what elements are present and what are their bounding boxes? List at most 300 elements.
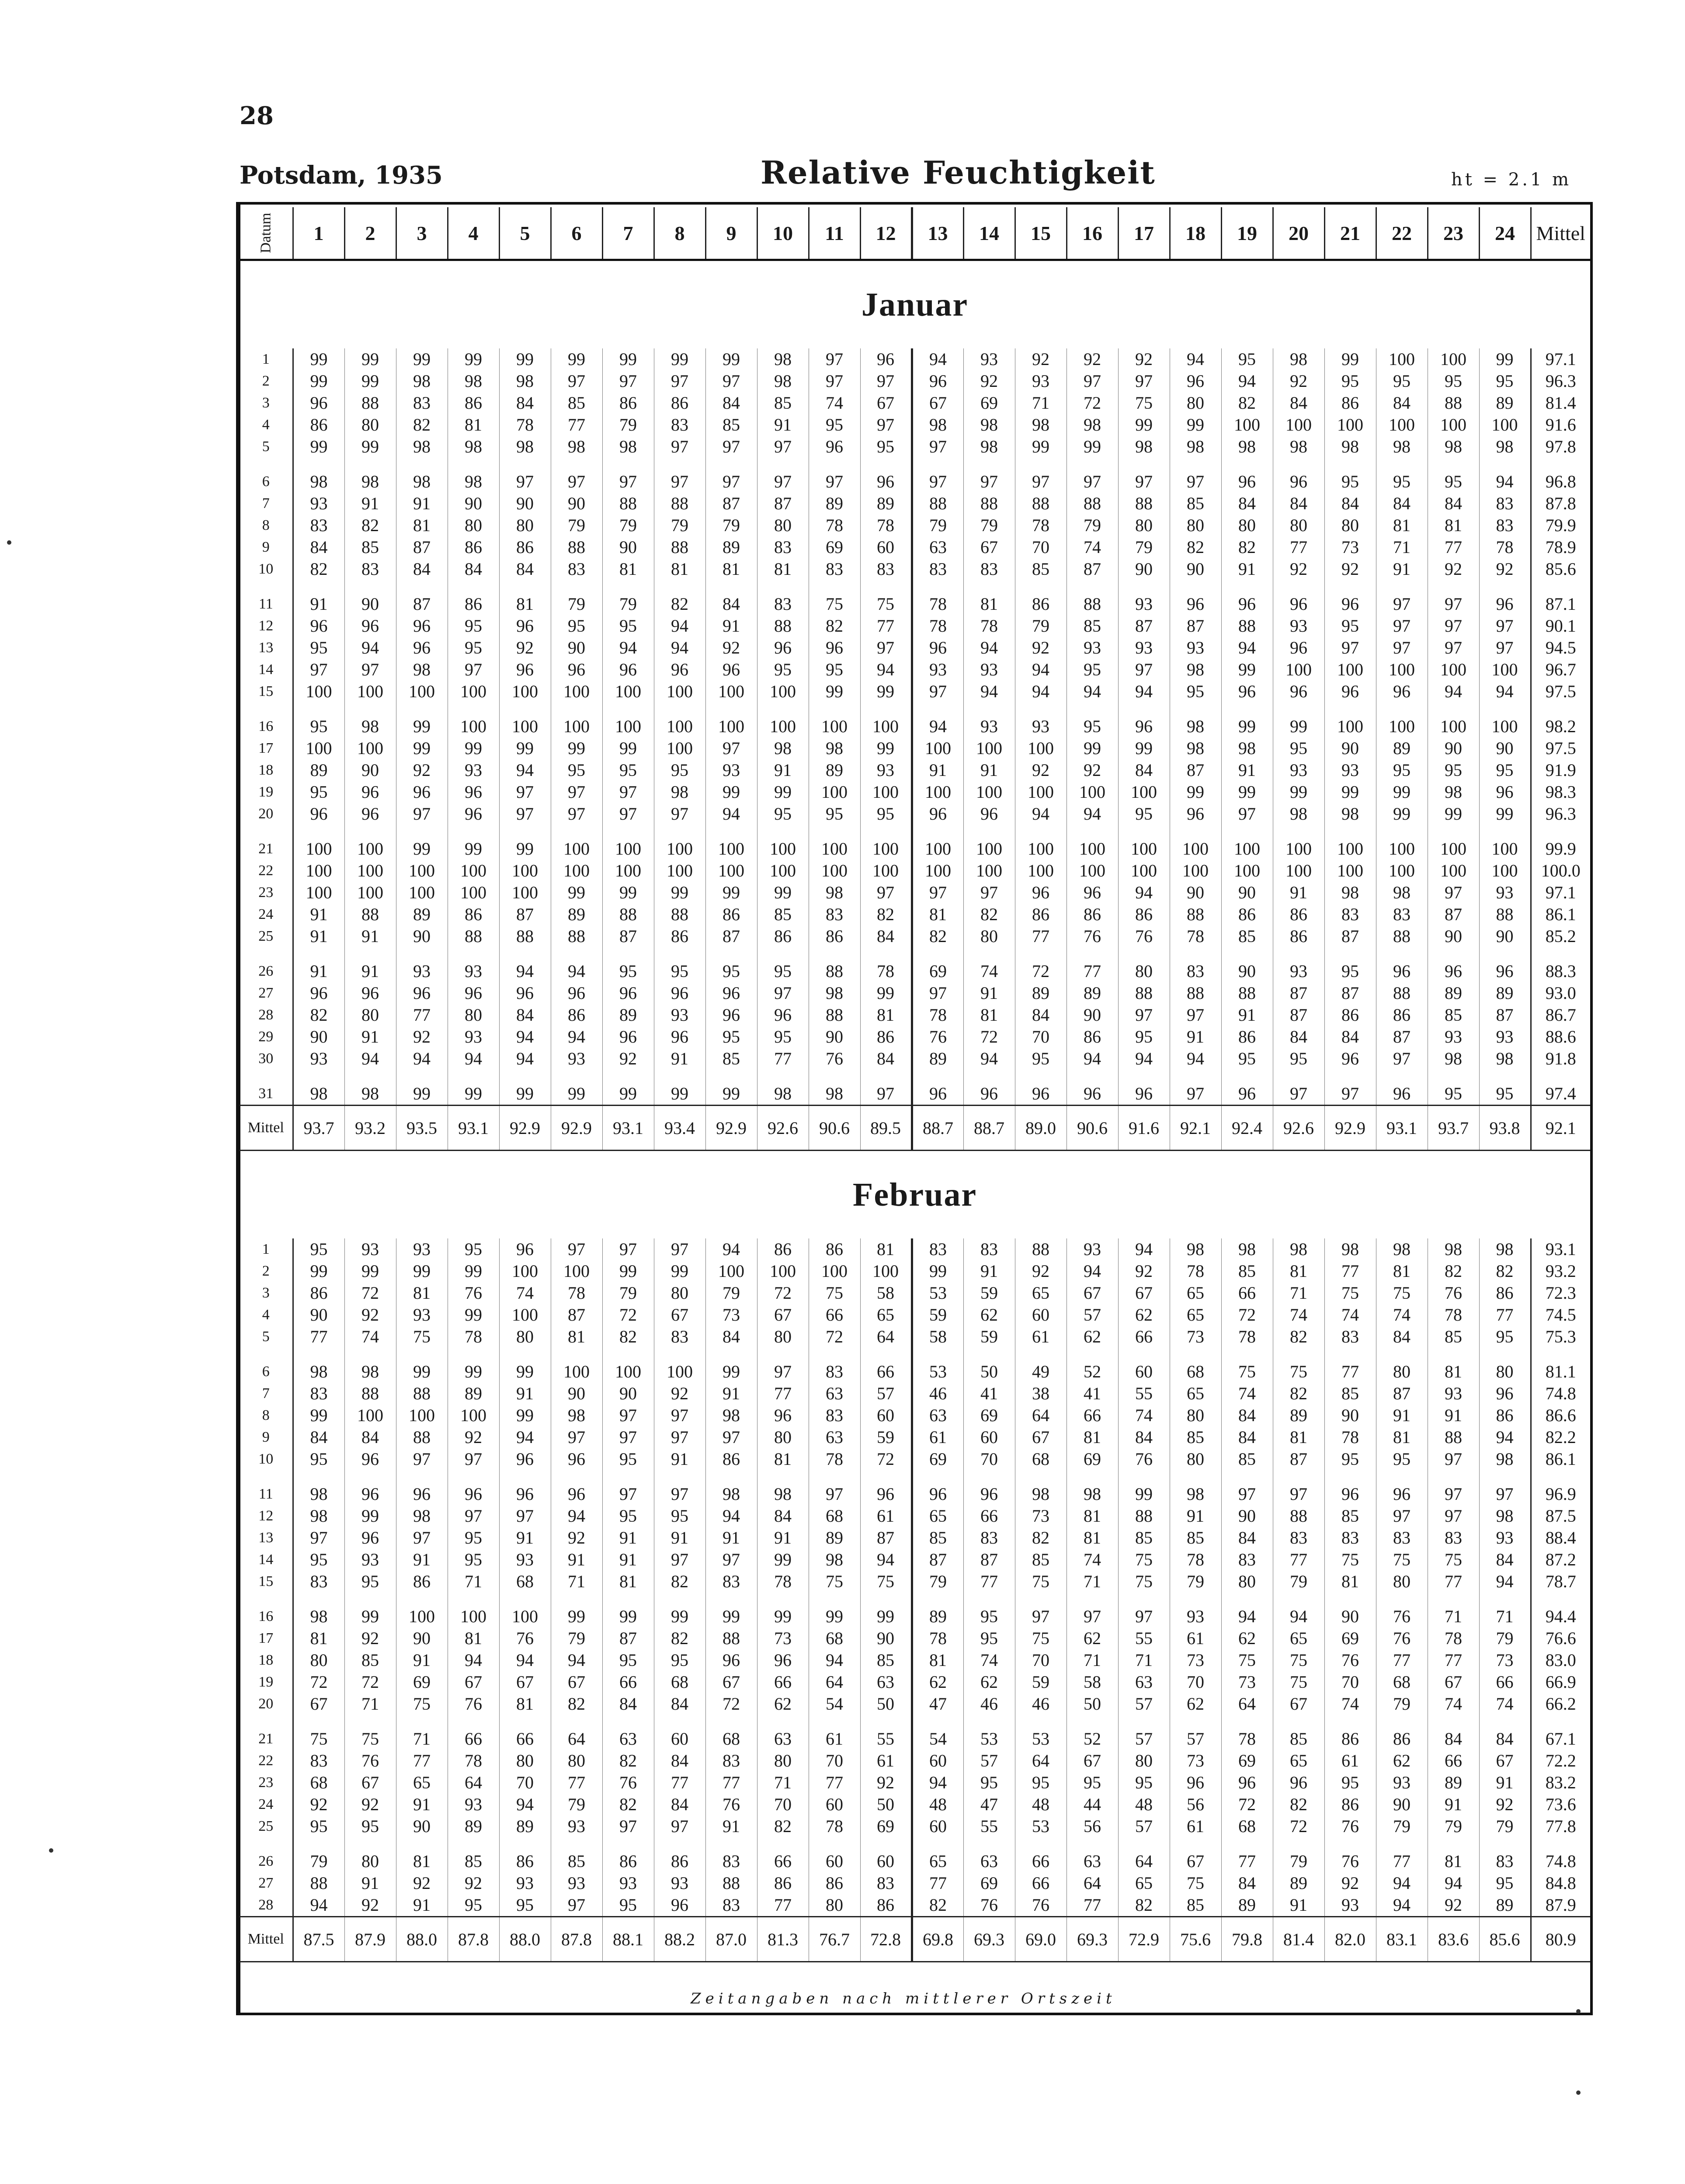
hourly-value: 69: [809, 536, 860, 558]
day-label: 25: [240, 1815, 293, 1837]
hour-column-header: 18: [1170, 207, 1221, 260]
hourly-value: 84: [757, 1505, 809, 1527]
hourly-value: 73: [1221, 1671, 1273, 1693]
hourly-value: 73: [1170, 1326, 1221, 1348]
table-row: [240, 1326, 1590, 1348]
hourly-value: 91: [551, 1549, 602, 1571]
hourly-value: 93: [1479, 1026, 1531, 1048]
hourly-value: 68: [1170, 1361, 1221, 1383]
table-row: [240, 860, 1590, 882]
hourly-value: 97: [602, 1238, 654, 1260]
hourly-value: 99: [602, 737, 654, 759]
day-label: 16: [240, 716, 293, 737]
hourly-value: 83: [809, 1361, 860, 1383]
daily-mean: 74.8: [1531, 1383, 1590, 1405]
hourly-value: 81: [499, 593, 551, 615]
hourly-value: 92: [1324, 1872, 1376, 1894]
hourly-value: 97: [1324, 637, 1376, 659]
hourly-value: 88: [757, 615, 809, 637]
day-label: 27: [240, 982, 293, 1004]
hourly-value: 88: [396, 1426, 448, 1448]
hourly-value: 74: [1067, 536, 1118, 558]
hourly-value: 83: [1428, 1527, 1479, 1549]
table-row: [240, 436, 1590, 458]
hourly-value: 96: [654, 1026, 705, 1048]
hourly-value: 91: [963, 1260, 1015, 1282]
hourly-value: 99: [499, 838, 551, 860]
hourly-value: 69: [1067, 1448, 1118, 1470]
monthly-mean-row: [240, 1917, 1590, 1962]
hourly-value: 97: [912, 982, 963, 1004]
hourly-value: 98: [551, 1405, 602, 1426]
hourly-value: 63: [809, 1383, 860, 1405]
hourly-value: 95: [293, 1448, 344, 1470]
hourly-value: 85: [551, 392, 602, 414]
hourly-value: 95: [448, 1549, 499, 1571]
hourly-value: 96: [1273, 471, 1324, 493]
hourly-value: 78: [809, 1448, 860, 1470]
hourly-value: 95: [1324, 471, 1376, 493]
hourly-value: 99: [396, 1260, 448, 1282]
hourly-value: 98: [1118, 436, 1170, 458]
hourly-value: 85: [1170, 1426, 1221, 1448]
hourly-value: 93: [1067, 1238, 1118, 1260]
hourly-value: 97: [1221, 803, 1273, 825]
table-row: [240, 716, 1590, 737]
hourly-value: 83: [705, 1850, 757, 1872]
hourly-value: 93: [963, 716, 1015, 737]
hourly-value: 85: [344, 536, 396, 558]
hourly-value: 95: [1428, 759, 1479, 781]
hourly-value: 85: [1170, 1894, 1221, 1917]
hourly-value: 63: [757, 1728, 809, 1750]
hourly-value: 95: [293, 1549, 344, 1571]
hourly-value: 96: [396, 1483, 448, 1505]
hourly-value: 97: [602, 803, 654, 825]
hourly-value: 61: [860, 1750, 912, 1772]
hourly-value: 100: [963, 737, 1015, 759]
daily-mean: 100.0: [1531, 860, 1590, 882]
hourly-value: 96: [499, 982, 551, 1004]
daily-mean: 86.1: [1531, 904, 1590, 925]
hourly-value: 96: [551, 1448, 602, 1470]
hourly-value: 94: [1067, 803, 1118, 825]
hourly-value: 74: [1118, 1405, 1170, 1426]
hourly-value: 77: [1067, 1894, 1118, 1917]
hourly-value: 88: [1170, 904, 1221, 925]
hourly-value: 89: [1479, 982, 1531, 1004]
hourly-value: 70: [499, 1772, 551, 1794]
hourly-value: 53: [1015, 1815, 1067, 1837]
daily-mean: 72.2: [1531, 1750, 1590, 1772]
hourly-value: 73: [1324, 536, 1376, 558]
hourly-value: 97: [1273, 1483, 1324, 1505]
hourly-value: 59: [963, 1282, 1015, 1304]
hourly-value: 94: [1067, 681, 1118, 702]
hourly-value: 88: [1118, 493, 1170, 515]
hourly-value: 70: [1015, 1649, 1067, 1671]
hourly-value: 97: [654, 1815, 705, 1837]
hourly-value: 62: [1376, 1750, 1428, 1772]
table-row: [240, 803, 1590, 825]
hourly-value: 93: [1170, 1606, 1221, 1628]
hourly-value: 81: [448, 1628, 499, 1649]
hourly-value: 98: [1221, 436, 1273, 458]
hourly-value: 72: [705, 1693, 757, 1715]
hourly-value: 93: [293, 1048, 344, 1070]
hourly-value: 97: [1067, 1606, 1118, 1628]
daily-mean: 91.6: [1531, 414, 1590, 436]
monthly-mean-total: 92.1: [1531, 1106, 1590, 1151]
hourly-value: 66: [757, 1850, 809, 1872]
group-spacer: [240, 458, 1590, 471]
hourly-value: 87: [705, 493, 757, 515]
hourly-value: 98: [293, 1083, 344, 1106]
hourly-value: 100: [705, 716, 757, 737]
day-label: 7: [240, 1383, 293, 1405]
hourly-mean: 88.7: [963, 1106, 1015, 1151]
day-label: 12: [240, 1505, 293, 1527]
hourly-value: 94: [1479, 1571, 1531, 1593]
hourly-mean: 93.1: [448, 1106, 499, 1151]
hour-column-header: 12: [860, 207, 912, 260]
hourly-value: 80: [344, 1004, 396, 1026]
hourly-value: 87: [1324, 925, 1376, 947]
hourly-value: 66: [860, 1361, 912, 1383]
hourly-value: 89: [809, 759, 860, 781]
hourly-value: 94: [551, 1026, 602, 1048]
hourly-value: 69: [912, 960, 963, 982]
hourly-value: 81: [602, 1571, 654, 1593]
hourly-value: 83: [1324, 1527, 1376, 1549]
hourly-value: 95: [1067, 659, 1118, 681]
hourly-value: 89: [1273, 1872, 1324, 1894]
hourly-value: 95: [293, 1238, 344, 1260]
hourly-value: 100: [551, 838, 602, 860]
hourly-value: 82: [602, 1750, 654, 1772]
hourly-value: 97: [551, 471, 602, 493]
hourly-value: 72: [860, 1448, 912, 1470]
hourly-value: 88: [1273, 1505, 1324, 1527]
hourly-value: 73: [705, 1304, 757, 1326]
hourly-value: 68: [809, 1628, 860, 1649]
hourly-value: 63: [963, 1850, 1015, 1872]
hourly-value: 99: [1015, 436, 1067, 458]
hourly-value: 90: [1376, 1794, 1428, 1815]
hourly-value: 77: [809, 1772, 860, 1794]
day-label: 19: [240, 781, 293, 803]
hourly-value: 82: [1221, 392, 1273, 414]
hourly-value: 98: [396, 659, 448, 681]
hourly-value: 65: [860, 1304, 912, 1326]
hourly-value: 99: [396, 1083, 448, 1106]
hourly-value: 92: [1067, 348, 1118, 370]
hourly-value: 88: [1376, 982, 1428, 1004]
hourly-value: 86: [1221, 1026, 1273, 1048]
hourly-value: 96: [448, 781, 499, 803]
hourly-value: 97: [551, 781, 602, 803]
hourly-value: 88: [1067, 493, 1118, 515]
table-row: [240, 759, 1590, 781]
hourly-value: 82: [860, 904, 912, 925]
hourly-value: 97: [809, 1483, 860, 1505]
hourly-value: 97: [602, 1426, 654, 1448]
table-row: [240, 1004, 1590, 1026]
hourly-mean: 93.1: [602, 1106, 654, 1151]
hourly-value: 79: [963, 515, 1015, 536]
hourly-value: 91: [1221, 759, 1273, 781]
hourly-value: 88: [293, 1872, 344, 1894]
hourly-value: 84: [396, 558, 448, 580]
hourly-value: 84: [1118, 759, 1170, 781]
hourly-value: 96: [1015, 1083, 1067, 1106]
hourly-value: 97: [602, 471, 654, 493]
hourly-value: 60: [860, 1850, 912, 1872]
hourly-value: 70: [1170, 1671, 1221, 1693]
hourly-mean: 72.8: [860, 1917, 912, 1962]
hourly-value: 85: [1428, 1326, 1479, 1348]
hourly-value: 88: [396, 1383, 448, 1405]
hourly-value: 87: [396, 536, 448, 558]
mean-row-label: Mittel: [240, 1917, 293, 1962]
hourly-value: 99: [396, 348, 448, 370]
hourly-value: 80: [757, 1326, 809, 1348]
hourly-value: 78: [1221, 1728, 1273, 1750]
hourly-value: 69: [396, 1671, 448, 1693]
hourly-value: 86: [705, 1448, 757, 1470]
hourly-value: 99: [654, 1083, 705, 1106]
hourly-value: 94: [654, 615, 705, 637]
daily-mean: 74.5: [1531, 1304, 1590, 1326]
hourly-value: 90: [551, 637, 602, 659]
hourly-value: 91: [1170, 1026, 1221, 1048]
hourly-value: 99: [448, 1260, 499, 1282]
hourly-value: 92: [963, 370, 1015, 392]
hourly-value: 94: [396, 1048, 448, 1070]
hourly-mean: 92.6: [757, 1106, 809, 1151]
hourly-value: 97: [1118, 471, 1170, 493]
hourly-value: 93: [344, 1549, 396, 1571]
hourly-value: 100: [396, 882, 448, 904]
hourly-value: 100: [344, 681, 396, 702]
hourly-value: 96: [860, 348, 912, 370]
hourly-value: 96: [499, 1483, 551, 1505]
hourly-value: 91: [344, 493, 396, 515]
hourly-value: 99: [344, 370, 396, 392]
hourly-value: 100: [499, 1304, 551, 1326]
hourly-value: 98: [293, 1483, 344, 1505]
table-row: [240, 1083, 1590, 1106]
hourly-value: 95: [1428, 1083, 1479, 1106]
hourly-value: 92: [1273, 370, 1324, 392]
hourly-value: 96: [344, 982, 396, 1004]
hourly-value: 84: [344, 1426, 396, 1448]
hourly-value: 100: [1170, 838, 1221, 860]
hourly-value: 100: [602, 681, 654, 702]
hourly-value: 99: [1376, 781, 1428, 803]
daily-mean: 97.4: [1531, 1083, 1590, 1106]
hourly-value: 93: [963, 659, 1015, 681]
table-row: [240, 781, 1590, 803]
table-row: [240, 1571, 1590, 1593]
hourly-value: 99: [705, 882, 757, 904]
hourly-value: 87: [1273, 1448, 1324, 1470]
hourly-value: 88: [1479, 904, 1531, 925]
hourly-value: 86: [757, 1872, 809, 1894]
daily-mean: 87.9: [1531, 1894, 1590, 1917]
hourly-value: 97: [654, 1483, 705, 1505]
hourly-value: 93: [602, 1872, 654, 1894]
hourly-value: 78: [912, 1004, 963, 1026]
hourly-value: 84: [1479, 1549, 1531, 1571]
hourly-value: 64: [1118, 1850, 1170, 1872]
daily-mean: 96.3: [1531, 370, 1590, 392]
hourly-value: 99: [448, 1361, 499, 1383]
hourly-value: 87: [963, 1549, 1015, 1571]
hourly-value: 96: [293, 803, 344, 825]
hourly-value: 100: [1273, 659, 1324, 681]
hour-column-header: 2: [344, 207, 396, 260]
hourly-value: 71: [757, 1772, 809, 1794]
hourly-value: 93: [963, 348, 1015, 370]
hourly-value: 83: [963, 558, 1015, 580]
hourly-value: 78: [1170, 1549, 1221, 1571]
hourly-value: 70: [757, 1794, 809, 1815]
day-label: 16: [240, 1606, 293, 1628]
hourly-value: 92: [1273, 558, 1324, 580]
hourly-value: 97: [551, 1894, 602, 1917]
hourly-value: 80: [654, 1282, 705, 1304]
hourly-value: 91: [963, 759, 1015, 781]
hourly-value: 96: [1376, 1083, 1428, 1106]
hourly-value: 67: [1067, 1750, 1118, 1772]
hourly-value: 88: [499, 925, 551, 947]
daily-mean: 96.7: [1531, 659, 1590, 681]
hourly-value: 93: [654, 1872, 705, 1894]
table-row: [240, 392, 1590, 414]
hourly-value: 95: [1273, 737, 1324, 759]
hourly-value: 91: [1428, 1405, 1479, 1426]
hourly-value: 87: [1324, 982, 1376, 1004]
hourly-value: 84: [1221, 1405, 1273, 1426]
hourly-value: 67: [448, 1671, 499, 1693]
hourly-value: 100: [499, 1606, 551, 1628]
hourly-value: 82: [912, 1894, 963, 1917]
hourly-value: 78: [809, 515, 860, 536]
hourly-value: 86: [809, 1872, 860, 1894]
hourly-value: 93: [1118, 637, 1170, 659]
hourly-value: 98: [396, 1505, 448, 1527]
hourly-value: 65: [1118, 1872, 1170, 1894]
hourly-value: 100: [448, 1405, 499, 1426]
hourly-value: 80: [344, 414, 396, 436]
hourly-value: 53: [912, 1361, 963, 1383]
hourly-value: 99: [705, 1361, 757, 1383]
daily-mean: 90.1: [1531, 615, 1590, 637]
hourly-value: 95: [448, 1527, 499, 1549]
hourly-value: 91: [1221, 1004, 1273, 1026]
hourly-value: 92: [1015, 1260, 1067, 1282]
hourly-value: 73: [1170, 1750, 1221, 1772]
hourly-value: 88: [344, 904, 396, 925]
hourly-value: 96: [499, 1238, 551, 1260]
hourly-value: 97: [448, 1448, 499, 1470]
hourly-value: 100: [1015, 860, 1067, 882]
hourly-value: 93: [1428, 1026, 1479, 1048]
hourly-value: 88: [344, 392, 396, 414]
hourly-value: 41: [1067, 1383, 1118, 1405]
hourly-value: 81: [912, 904, 963, 925]
hourly-value: 97: [1015, 1606, 1067, 1628]
hourly-value: 97: [1428, 637, 1479, 659]
day-label: 10: [240, 558, 293, 580]
daily-mean: 98.2: [1531, 716, 1590, 737]
hourly-value: 94: [705, 1238, 757, 1260]
hourly-value: 81: [1428, 1361, 1479, 1383]
hourly-value: 100: [551, 1361, 602, 1383]
hourly-value: 94: [1479, 1426, 1531, 1448]
hourly-value: 83: [809, 558, 860, 580]
hourly-value: 76: [448, 1693, 499, 1715]
hourly-value: 93: [1273, 759, 1324, 781]
hourly-value: 96: [551, 659, 602, 681]
hourly-value: 84: [860, 925, 912, 947]
hourly-value: 96: [1324, 681, 1376, 702]
hourly-value: 94: [1273, 1606, 1324, 1628]
hourly-value: 96: [448, 803, 499, 825]
hourly-value: 81: [1376, 1260, 1428, 1282]
hourly-value: 95: [293, 1815, 344, 1837]
hourly-value: 84: [1479, 1728, 1531, 1750]
day-label: 15: [240, 681, 293, 702]
day-label: 12: [240, 615, 293, 637]
hourly-value: 91: [344, 1872, 396, 1894]
day-label: 14: [240, 1549, 293, 1571]
hourly-value: 91: [1376, 558, 1428, 580]
hourly-value: 94: [1015, 803, 1067, 825]
hourly-value: 85: [1221, 1448, 1273, 1470]
hourly-value: 96: [1170, 370, 1221, 392]
hourly-value: 76: [963, 1894, 1015, 1917]
hourly-value: 85: [1067, 615, 1118, 637]
hour-column-header: 6: [551, 207, 602, 260]
hourly-value: 66: [809, 1304, 860, 1326]
hourly-value: 93: [1170, 637, 1221, 659]
hourly-value: 94: [344, 1048, 396, 1070]
hourly-value: 68: [1221, 1815, 1273, 1837]
hourly-value: 81: [963, 1004, 1015, 1026]
hourly-value: 91: [293, 904, 344, 925]
hourly-mean: 75.6: [1170, 1917, 1221, 1962]
hourly-value: 61: [1015, 1326, 1067, 1348]
hourly-value: 99: [1118, 737, 1170, 759]
hourly-value: 90: [1324, 1606, 1376, 1628]
hourly-value: 94: [344, 637, 396, 659]
hourly-value: 100: [1221, 860, 1273, 882]
hourly-value: 99: [396, 1361, 448, 1383]
hourly-value: 75: [1324, 1282, 1376, 1304]
hour-column-header: 5: [499, 207, 551, 260]
hourly-value: 66: [448, 1728, 499, 1750]
hourly-value: 98: [809, 1083, 860, 1106]
hourly-value: 98: [1479, 1505, 1531, 1527]
hourly-value: 57: [1118, 1728, 1170, 1750]
hourly-value: 91: [705, 1815, 757, 1837]
hourly-value: 97: [602, 781, 654, 803]
hourly-value: 100: [860, 860, 912, 882]
hourly-value: 96: [963, 1483, 1015, 1505]
hourly-value: 85: [1428, 1004, 1479, 1026]
